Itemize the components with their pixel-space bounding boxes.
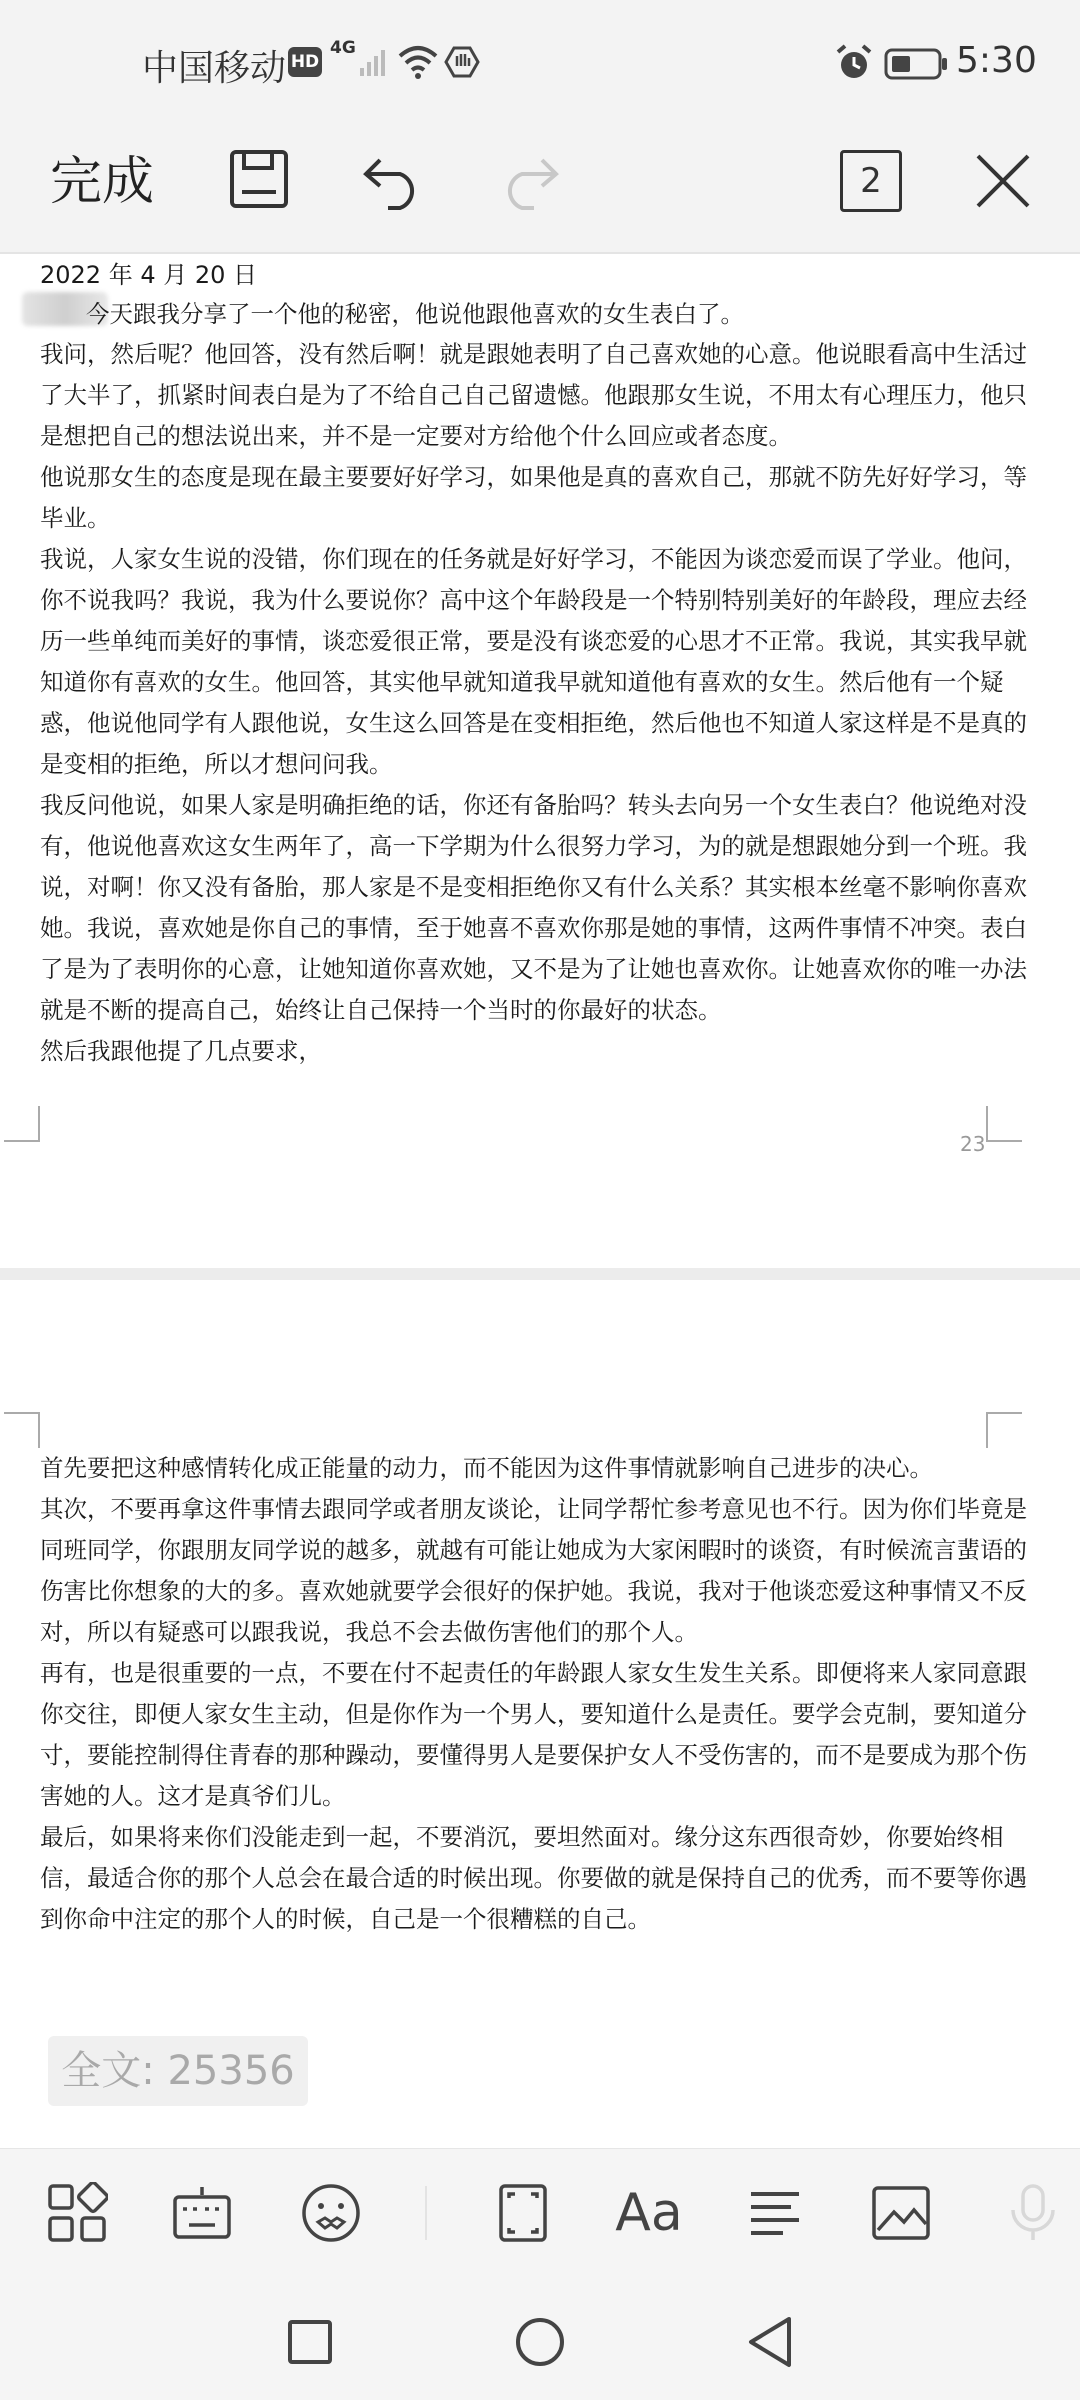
document-date: 2022 年 4 月 20 日 <box>40 261 258 289</box>
emoji-icon[interactable] <box>286 2168 376 2258</box>
signal-icon <box>358 46 390 82</box>
document-paragraph[interactable]: 最后，如果将来你们没能走到一起，不要消沉，要坦然面对。缘分这东西很奇妙，你要始终相信，最适合你的那个人总会在最合适的时候出现。你要做的就是保持自己的优秀，而不要等你遇到你命中注定的那个人的时候，自己是一个很糟糕的自己。 <box>40 1823 1027 1933</box>
recents-icon[interactable] <box>270 2302 350 2382</box>
document-paragraph[interactable]: 其次，不要再拿这件事情去跟同学或者朋友谈论，让同学帮忙参考意见也不行。因为你们毕竟是同班同学，你跟朋友同学说的越多，就越有可能让她成为大家闲暇时的谈资，有时候流言蜚语的伤害比你想象的大的多。喜欢她就要学会很好的保护她。我说，我对于他谈恋爱这种事情又不反对，所以有疑惑可以跟我说，我总不会去做伤害他们的那个人。 <box>40 1495 1027 1646</box>
page-corner-mark <box>986 1412 1022 1448</box>
apps-icon[interactable] <box>32 2168 122 2258</box>
document-paragraph[interactable]: 首先要把这种感情转化成正能量的动力，而不能因为这件事情就影响自己进步的决心。 <box>40 1454 933 1482</box>
document-paragraph[interactable]: 然后我跟他提了几点要求， <box>40 1037 322 1065</box>
page-number: 23 <box>960 1132 986 1156</box>
redo-icon[interactable] <box>496 148 560 214</box>
font-icon[interactable]: Aa <box>615 2183 683 2243</box>
hd-badge: HD <box>288 47 322 77</box>
document-paragraph[interactable]: 我问，然后呢？他回答，没有然后啊！就是跟她表明了自己喜欢她的心意。他说眼看高中生活过了大半了，抓紧时间表白是为了不给自己自己留遗憾。他跟那女生说，不用太有心理压力，他只是想把自己的想法说出来，并不是一定要对方给他个什么回应或者态度。 <box>40 340 1027 450</box>
carrier-label: 中国移动 <box>142 48 287 89</box>
page-1-body[interactable] <box>40 334 1040 1072</box>
page-corner-mark <box>4 1412 40 1448</box>
toolbar-separator <box>425 2186 427 2240</box>
close-icon[interactable] <box>972 150 1034 216</box>
undo-icon[interactable] <box>362 148 426 214</box>
document-paragraph[interactable]: 我反问他说，如果人家是明确拒绝的话，你还有备胎吗？转头去向另一个女生表白？他说绝对没有，他说他喜欢这女生两年了，高一下学期为什么很努力学习，为的就是想跟她分到一个班。我说，对啊！你又没有备胎，那人家是不是变相拒绝你又有什么关系？其实根本丝毫不影响你喜欢她。我说，喜欢她是你自己的事情，至于她喜不喜欢你那是她的事情，这两件事情不冲突。表白了是为了表明你的心意，让她知道你喜欢她，又不是为了让她也喜欢你。让她喜欢你的唯一办法就是不断的提高自己，始终让自己保持一个当时的你最好的状态。 <box>40 791 1027 1024</box>
back-icon[interactable] <box>730 2302 810 2382</box>
alarm-icon <box>834 44 874 86</box>
document-paragraph[interactable]: 我说，人家女生说的没错，你们现在的任务就是好好学习，不能因为谈恋爱而误了学业。他问，你不说我吗？我说，我为什么要说你？高中这个年龄段是一个特别特别美好的年龄段，理应去经历一些单纯而美好的事情，谈恋爱很正常，要是没有谈恋爱的心思才不正常。我说，其实我早就知道你有喜欢的女生。他回答，其实他早就知道我早就知道他有喜欢的女生。然后他有一个疑惑，他说他同学有人跟他说，女生这么回答是在变相拒绝，然后他也不知道人家这样是不是真的是变相的拒绝，所以才想问问我。 <box>40 545 1027 778</box>
page-count-icon[interactable]: 2 <box>840 150 902 212</box>
document-paragraph[interactable]: 他说那女生的态度是现在最主要要好好学习，如果他是真的喜欢自己，那就不防先好好学习，等毕业。 <box>40 463 1027 532</box>
document-paragraph[interactable]: 再有，也是很重要的一点，不要在付不起责任的年龄跟人家女生发生关系。即便将来人家同意跟你交往，即便人家女生主动，但是你作为一个男人，要知道什么是责任。要学会克制，要知道分寸，要能控制得住青春的那种躁动，要懂得男人是要保护女人不受伤害的，而不是要成为那个伤害她的人。这才是真爷们儿。 <box>40 1659 1027 1810</box>
fullscreen-icon[interactable] <box>478 2168 568 2258</box>
voice-icon[interactable] <box>988 2168 1078 2258</box>
battery-icon <box>884 48 948 84</box>
home-icon[interactable] <box>500 2302 580 2382</box>
word-count-badge: 全文: 25356 <box>48 2036 308 2106</box>
hand-icon <box>444 44 480 84</box>
clock: 5:30 <box>956 40 1037 81</box>
document-paragraph[interactable]: 今天跟我分享了一个他的秘密，他说他跟他喜欢的女生表白了。 <box>86 300 744 328</box>
page-divider <box>0 1268 1080 1280</box>
page-corner-mark <box>4 1106 40 1142</box>
align-icon[interactable] <box>730 2168 820 2258</box>
save-icon[interactable] <box>228 148 290 214</box>
wifi-icon <box>396 42 440 84</box>
network-type: 4G <box>330 38 356 58</box>
insert-image-icon[interactable] <box>856 2168 946 2258</box>
page-2-body[interactable] <box>40 1448 1040 1940</box>
keyboard-icon[interactable] <box>157 2168 247 2258</box>
page-corner-mark <box>986 1106 1022 1142</box>
done-button[interactable]: 完成 <box>50 152 155 212</box>
